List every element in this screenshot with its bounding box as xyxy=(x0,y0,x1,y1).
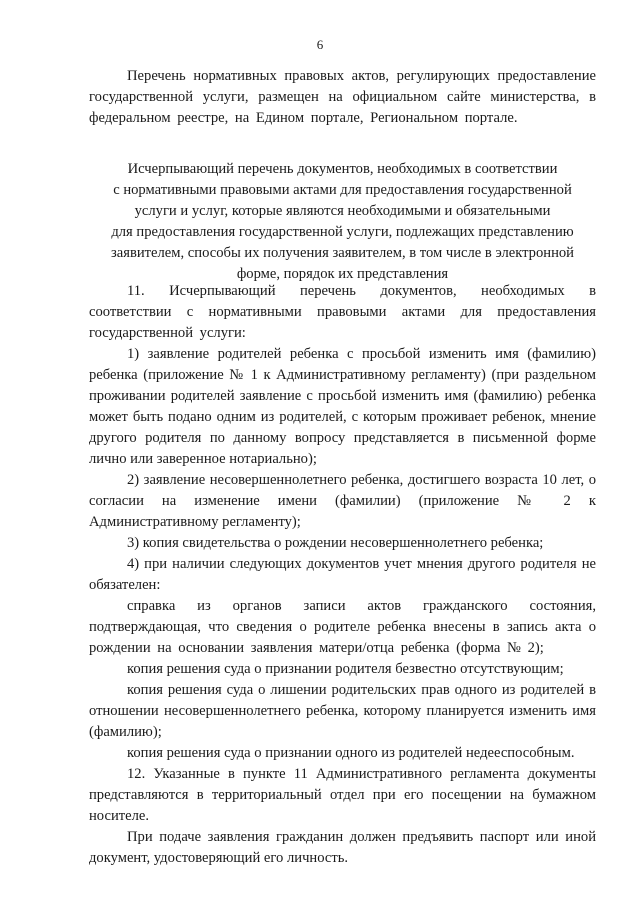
intro-section xyxy=(89,66,596,129)
passport-paragraph: При подаче заявления гражданин должен предъявить паспорт или иной документ, удостоверяющий его личность. xyxy=(89,829,596,866)
paragraph-11: 11. Исчерпывающий перечень документов, необходимых в соответствии с нормативными правовыми актами для предоставления государственной услуги: xyxy=(89,283,596,341)
intro-paragraph: Перечень нормативных правовых актов, регулирующих предоставление государственной услуги, размещен на официальном сайте министерства, в федеральном реестре, на Едином портале, Региональном портале. xyxy=(89,68,596,126)
heading-line: форме, порядок их представления xyxy=(236,266,449,282)
sub-item-certificate: справка из органов записи актов гражданского состояния, подтверждающая, что сведения о родителе ребенка внесены в запись акта о рождении на основании заявления матери/отца ребенка (форма № 2); xyxy=(89,598,596,656)
list-item-3: 3) копия свидетельства о рождении несовершеннолетнего ребенка; xyxy=(127,535,544,551)
sub-item-missing: копия решения суда о признании родителя безвестно отсутствующим; xyxy=(127,661,564,677)
list-item-2: 2) заявление несовершеннолетнего ребенка, достигшего возраста 10 лет, о согласии на изменение имени (фамилии) (приложение № 2 к Административному регламенту); xyxy=(89,472,596,530)
heading-line: услуги и услуг, которые являются необходимыми и обязательными xyxy=(134,203,551,219)
heading-line: Исчерпывающий перечень документов, необходимых в соответствии xyxy=(127,161,558,177)
heading-line: для предоставления государственной услуги, подлежащих представлению xyxy=(111,224,574,240)
list-item-4: 4) при наличии следующих документов учет мнения другого родителя не обязателен: xyxy=(89,556,596,593)
body-section xyxy=(89,281,596,869)
heading-line: с нормативными правовыми актами для предоставления государственной xyxy=(113,182,572,198)
paragraph-12: 12. Указанные в пункте 11 Административного регламента документы представляются в территориальный отдел при его посещении на бумажном носителе. xyxy=(89,766,596,824)
list-item-1: 1) заявление родителей ребенка с просьбой изменить имя (фамилию) ребенка (приложение № 1 к Административному регламенту) (при раздельном проживании родителей заявление с просьбой изменить имя (фамилию) ребенка может быть подано одним из родителей, с которым проживает ребенок, мнение другого родителя по данному вопросу представляется в письменной форме лично или заверенное нотариально); xyxy=(89,346,596,467)
sub-item-deprivation: копия решения суда о лишении родительских прав одного из родителей в отношении несовершеннолетнего ребенка, которому планируется изменить имя (фамилию); xyxy=(89,682,596,740)
heading-line: заявителем, способы их получения заявителем, в том числе в электронной xyxy=(111,245,574,261)
page-number: 6 xyxy=(316,37,324,52)
section-heading xyxy=(80,159,605,285)
sub-item-incapacity: копия решения суда о признании одного из родителей недееспособным. xyxy=(127,745,575,761)
